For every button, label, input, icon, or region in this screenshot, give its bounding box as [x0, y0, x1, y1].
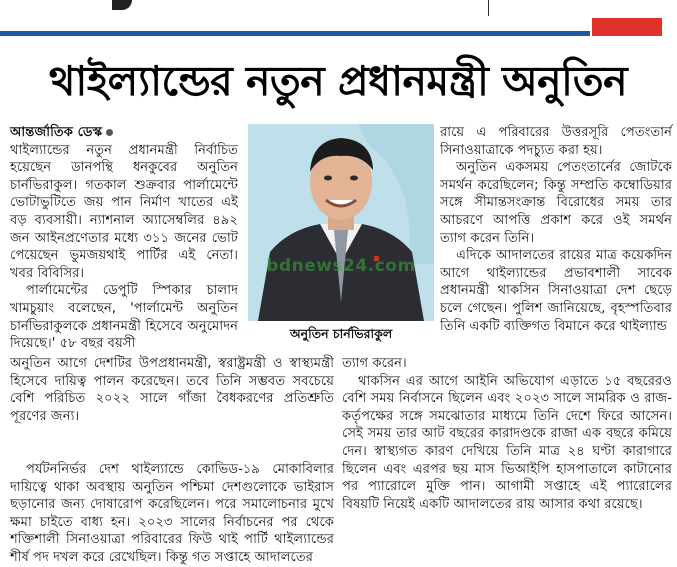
paragraph-3: অনুতিন আগে দেশটির উপপ্রধানমন্ত্রী, স্বরাষ্ট্রমন্ত্রী ও স্বাস্থ্যমন্ত্রী হিসেবে দায়িত্ব পালন করেছেন। তবে তিনি সম্ভবত সবচেয়ে বেশি পরিচিত ২০২২ সালে গাঁজা বৈধকরণের প্রতিশ্রুতি পূরণের জন্য।: [10, 356, 334, 424]
paragraph-coalition: অনুতিন একসময় পেতংতার্নের জোটকে সমর্থন করেছিলেন; কিন্তু সম্প্রতি কম্বোডিয়ার সঙ্গে সীমান্তসংক্রান্ত বিরোধের সময় তার আচরণে আপত্তি প্রকাশ করে ওই সমর্থন ত্যাগ করেন তিনি।: [440, 160, 672, 246]
article-column-1: [10, 124, 238, 353]
paragraph-tail: ত্যাগ করেন।: [342, 356, 407, 371]
section-rule: [0, 31, 590, 36]
dateline-desk: আন্তর্জাতিক ডেস্ক: [10, 125, 103, 140]
article-column-3: [440, 124, 672, 335]
masthead-divider: [488, 0, 489, 16]
headline: থাইল্যান্ডের নতুন প্রধানমন্ত্রী অনুতিন: [48, 57, 628, 105]
watermark-logo: bdnews24.com: [266, 256, 416, 276]
article-column-1-lower: [10, 355, 334, 425]
dateline-bullet-icon: [106, 129, 113, 136]
portrait-photo: [248, 124, 434, 321]
accent-block: [592, 18, 662, 36]
photo-caption: অনুতিন চার্নভিরাকুল: [289, 326, 393, 341]
article-column-3-lower: [342, 355, 672, 513]
paragraph-2: পার্লামেন্টের ডেপুটি স্পিকার চালাদ খামচুয়াং বলেছেন, 'পার্লামেন্ট অনুতিন চার্নভিরাকুলকে প্রধানমন্ত্রী হিসেবে অনুমোদন দিয়েছে।' ৫৮ বছর বয়সী: [10, 283, 238, 352]
paragraph-1: থাইল্যান্ডের নতুন প্রধানমন্ত্রী নির্বাচিত হয়েছেন ডানপন্থি ধনকুবের অনুতিন চার্নভিরাকুল। গতকাল শুক্রবার পার্লামেন্টে ভোটাভুটিতে জয় পান নির্মাণ খাতের এই বড় ব্যবসায়ী। ন্যাশনাল অ্যাসেম্বলির ৪৯২ জন আইনপ্রণেতার মধ্যে ৩১১ জনের ভোট পেয়েছেন ভুমজয়থাই পার্টির এই নেতা। খবর বিবিসির।: [10, 142, 238, 281]
article-column-1-bottom: [10, 461, 334, 567]
paragraph-thaksin-left: এদিকে আদালতের রায়ের মাত্র কয়েকদিন আগে থাইল্যান্ডের প্রভাবশালী সাবেক প্রধানমন্ত্রী থাকসিন সিনাওয়াত্রা দেশ ছেড়ে চলে গেছেন। পুলিশ জানিয়েছে, বৃহস্পতিবার তিনি একটি ব্যক্তিগত বিমানে করে থাইল্যান্ড: [440, 248, 672, 334]
masthead-tab: [112, 0, 132, 10]
masthead-strip: [0, 0, 677, 30]
paragraph-continued: রায়ে এ পরিবারের উত্তরসূরি পেতংতার্ন সিনাওয়াত্রাকে পদচ্যুত করা হয়।: [440, 125, 672, 158]
paragraph-4: পর্যটননির্ভর দেশ থাইল্যান্ডে কোভিড-১৯ মোকাবিলার দায়িত্বে থাকা অবস্থায় অনুতিন পশ্চিমা দেশগুলোকে ভাইরাস ছড়ানোর জন্য দোষারোপ করেছিলেন। পরে সমালোচনার মুখে ক্ষমা চাইতে বাধ্য হন। ২০২৩ সালের নির্বাচনের পর থেকে শক্তিশালী সিনাওয়াত্রা পরিবারের ফিউ থাই পার্টি থাইল্যান্ডের শীর্ষ পদ দখল করে রেখেছিল। কিন্তু গত সপ্তাহে আদালতের: [10, 462, 334, 565]
portrait-illustration: [248, 124, 434, 321]
paragraph-thaksin-history: থাকসিন এর আগে আইনি অভিযোগ এড়াতে ১৫ বছরেরও বেশি সময় নির্বাসনে ছিলেন এবং ২০২৩ সালে সামরিক ও রাজ-কর্তৃপক্ষের সঙ্গে সমঝোতার মাধ্যমে তিনি দেশে ফিরে আসেন। সেই সময় তার আট বছরের কারাদণ্ডকে রাজা এক বছরে কমিয়ে দেন। স্বাস্থ্যগত কারণ দেখিয়ে তিনি মাত্র ২৪ ঘণ্টা কারাগারে ছিলেন এবং এরপর ছয় মাস ভিআইপি হাসপাতালে কাটানোর পর প্যারোলে মুক্তি পান। আগামী সপ্তাহে এই প্যারোলের বিষয়টি নিয়েই একটি আদালতের রায় আসার কথা রয়েছে।: [342, 373, 672, 512]
